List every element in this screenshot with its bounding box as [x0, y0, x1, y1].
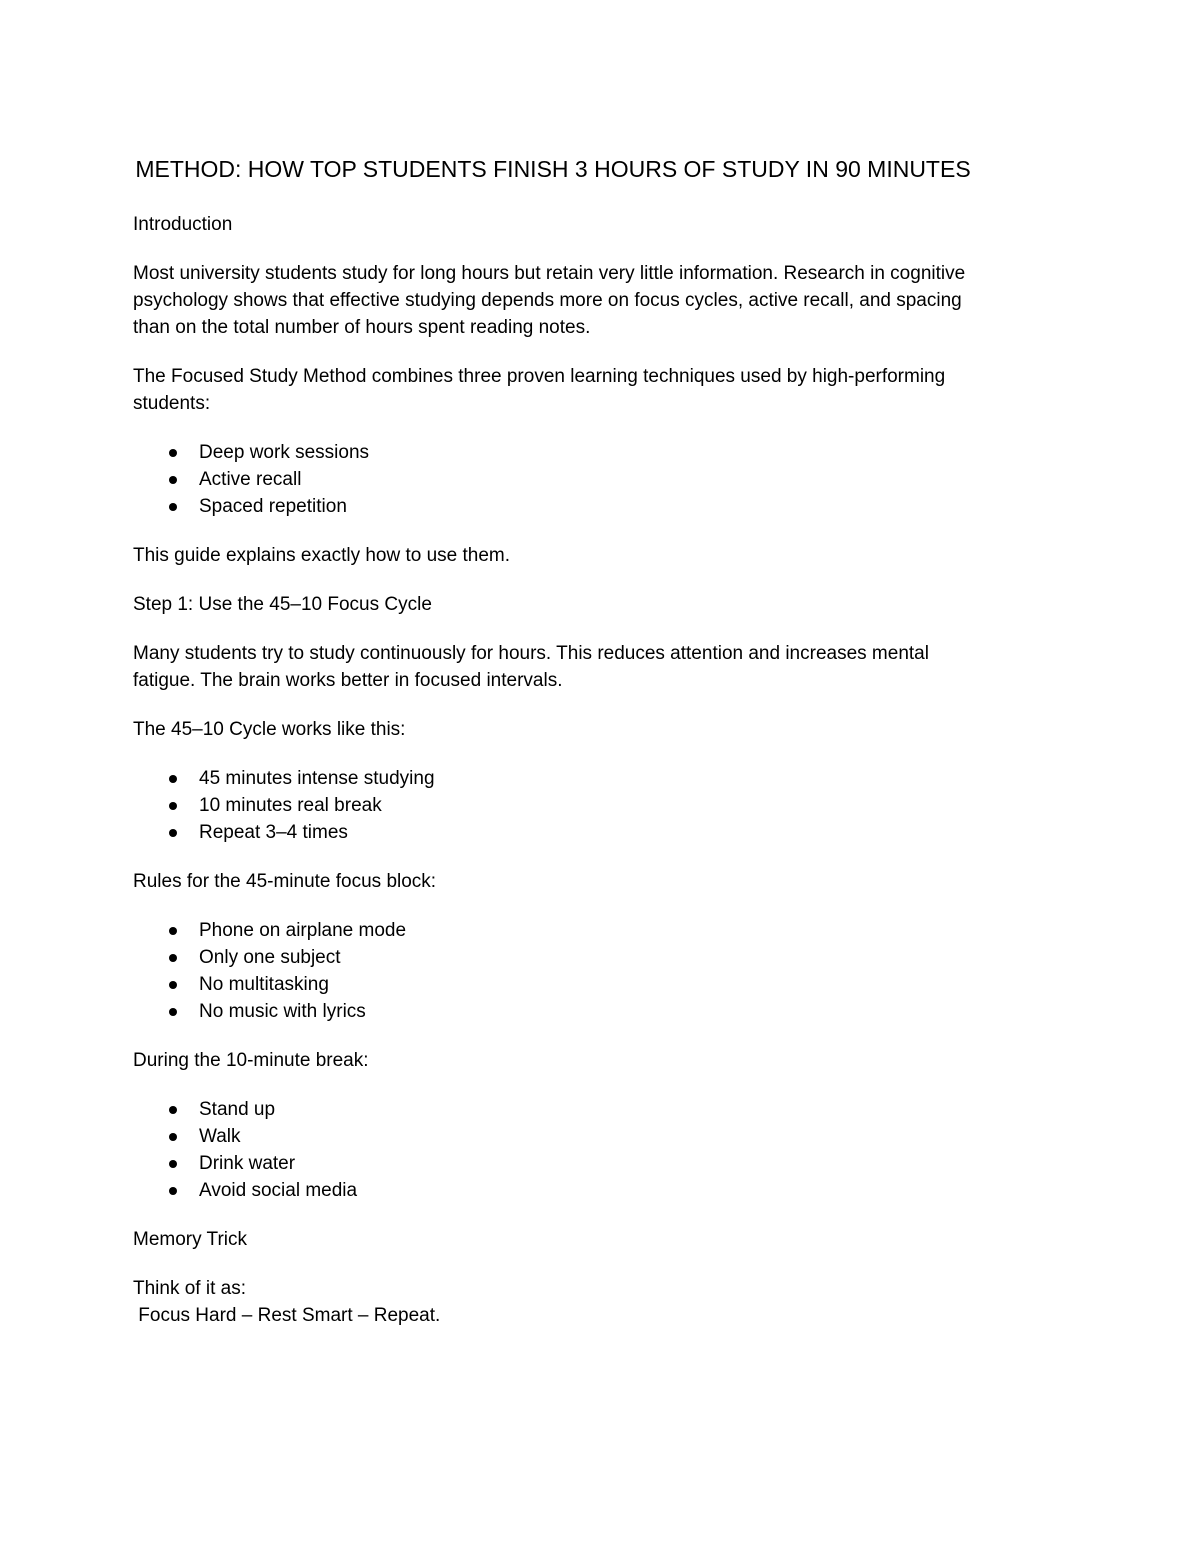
- bullet-icon: [169, 927, 177, 935]
- list-item-text: Deep work sessions: [199, 442, 370, 463]
- list-item: [133, 765, 973, 792]
- bullet-icon: [169, 1133, 177, 1141]
- list-item: [133, 998, 973, 1025]
- list-item-text: Active recall: [199, 469, 302, 490]
- memory-line-2: Focus Hard – Rest Smart – Repeat.: [138, 1305, 441, 1326]
- step1-paragraph: Many students try to study continuously for hours. This reduces attention and increases mental fatigue. The brain works better in focused intervals.: [133, 643, 929, 691]
- list-item: [133, 439, 973, 466]
- bullet-icon: [169, 775, 177, 783]
- method-intro-paragraph: The Focused Study Method combines three proven learning techniques used by high-performing students:: [133, 366, 946, 414]
- bullet-icon: [169, 829, 177, 837]
- list-item-text: Phone on airplane mode: [199, 920, 407, 941]
- bullet-icon: [169, 954, 177, 962]
- list-item: [133, 917, 973, 944]
- bullet-icon: [169, 1106, 177, 1114]
- break-list: [133, 1096, 973, 1204]
- list-item: [133, 1177, 973, 1204]
- list-item-text: Drink water: [199, 1153, 296, 1174]
- cycle-list: [133, 765, 973, 846]
- bullet-icon: [169, 449, 177, 457]
- step1-heading: Step 1: Use the 45–10 Focus Cycle: [133, 594, 432, 615]
- list-item-text: Stand up: [199, 1099, 276, 1120]
- list-item-text: 10 minutes real break: [199, 795, 382, 816]
- document-title: METHOD: HOW TOP STUDENTS FINISH 3 HOURS OF STUDY IN 90 MINUTES: [135, 156, 971, 182]
- list-item: [133, 1150, 973, 1177]
- rules-intro: Rules for the 45-minute focus block:: [133, 871, 437, 892]
- bullet-icon: [169, 503, 177, 511]
- memory-paragraph: [133, 1275, 973, 1329]
- bullet-icon: [169, 1008, 177, 1016]
- intro-paragraph: Most university students study for long hours but retain very little information. Research in cognitive psychology shows that effective studying depends more on focus cycles, active recall, and spacing than on the total number of hours spent reading notes.: [133, 263, 966, 338]
- list-item: [133, 792, 973, 819]
- list-item-text: 45 minutes intense studying: [199, 768, 435, 789]
- list-item: [133, 493, 973, 520]
- bullet-icon: [169, 802, 177, 810]
- memory-line-1: Think of it as:: [133, 1278, 246, 1299]
- document-body: [133, 152, 973, 1329]
- guide-line: This guide explains exactly how to use them.: [133, 545, 511, 566]
- memory-heading: Memory Trick: [133, 1229, 247, 1250]
- list-item: [133, 944, 973, 971]
- bullet-icon: [169, 981, 177, 989]
- techniques-list: [133, 439, 973, 520]
- list-item-text: Only one subject: [199, 947, 341, 968]
- list-item: [133, 819, 973, 846]
- list-item-text: Repeat 3–4 times: [199, 822, 348, 843]
- list-item-text: Spaced repetition: [199, 496, 347, 517]
- list-item: [133, 1096, 973, 1123]
- list-item-text: No multitasking: [199, 974, 329, 995]
- list-item: [133, 466, 973, 493]
- break-intro: During the 10-minute break:: [133, 1050, 369, 1071]
- bullet-icon: [169, 476, 177, 484]
- list-item-text: No music with lyrics: [199, 1001, 366, 1022]
- bullet-icon: [169, 1160, 177, 1168]
- cycle-intro: The 45–10 Cycle works like this:: [133, 719, 406, 740]
- intro-heading: Introduction: [133, 214, 233, 235]
- list-item-text: Avoid social media: [199, 1180, 358, 1201]
- rules-list: [133, 917, 973, 1025]
- bullet-icon: [169, 1187, 177, 1195]
- list-item-text: Walk: [199, 1126, 241, 1147]
- list-item: [133, 1123, 973, 1150]
- list-item: [133, 971, 973, 998]
